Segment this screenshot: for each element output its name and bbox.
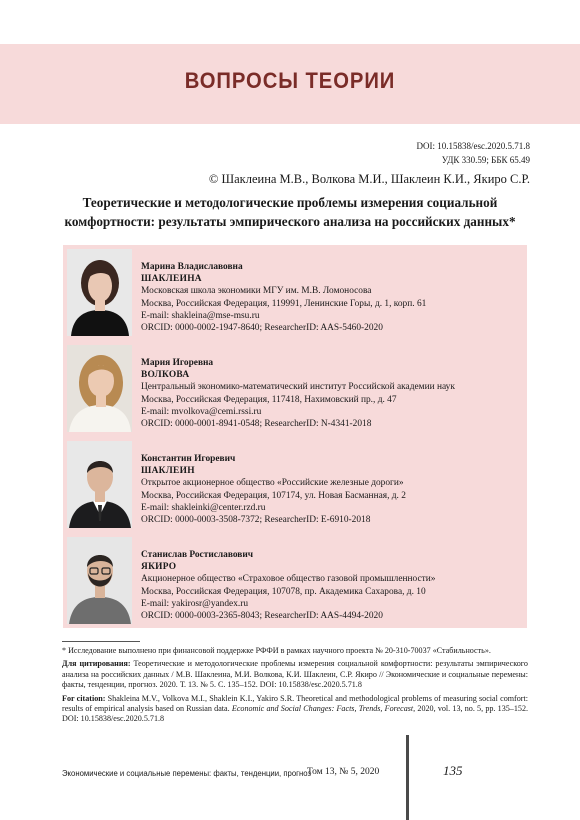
author-last-name: ШАКЛЕИН [141, 466, 195, 477]
citation-en-lead: For citation: [62, 693, 106, 703]
author-address: Москва, Российская Федерация, 107078, пр. Академика Сахарова, д. 10 [141, 586, 426, 597]
author-email: E-mail: shakleina@mse-msu.ru [141, 310, 260, 321]
article-title-line-2: комфортности: результаты эмпирического анализа на российских данных* [64, 214, 516, 229]
funding-note: * Исследование выполнено при финансовой поддержке РФФИ в рамках научного проекта № 20-310-70037 «Стабильность». [62, 646, 491, 655]
article-title [50, 193, 530, 231]
author-card-volkova [63, 341, 527, 436]
author-info [141, 453, 523, 526]
copyright: © Шаклеина М.В., Волкова М.И., Шаклеин К.И., Якиро С.Р. [208, 172, 530, 186]
citation-en [62, 694, 528, 725]
author-photo [67, 441, 132, 528]
citation-en-text-end: , 2020, vol. 13, no. 5, pp. 135–152. DOI: 10.15838/esc.2020.5.71.8 [62, 704, 529, 724]
author-ids: ORCID: 0000-0003-3508-7372; ResearcherID: E-6910-2018 [141, 515, 371, 526]
author-email: E-mail: shakleinki@center.rzd.ru [141, 502, 266, 513]
footer-volume: Том 13, № 5, 2020 [307, 767, 380, 777]
author-photo [67, 345, 132, 432]
citation-en-text: Shakleina M.V., Volkova M.I., Shaklein K.I., Yakiro S.R. Theoretical and methodological problems of measuring social comfort: results of empirical analysis based on Russian data. [62, 693, 528, 714]
author-info [141, 261, 523, 334]
author-address: Москва, Российская Федерация, 117418, Нахимовский пр., д. 47 [141, 394, 397, 405]
citation-en-journal: Economic and Social Changes: Facts, Trends, Forecast [231, 704, 414, 714]
author-ids: ORCID: 0000-0003-2365-8043; ResearcherID: AAS-4494-2020 [141, 611, 383, 622]
article-title-line-1: Теоретические и методологические проблемы измерения социальной [82, 195, 498, 210]
citation-ru [62, 659, 528, 690]
author-address: Москва, Российская Федерация, 107174, ул. Новая Басманная, д. 2 [141, 490, 406, 501]
citation-ru-text: Теоретические и методологические проблемы измерения социальной комфортности: результаты эмпирического анализа на российских данных / М.В. Шаклеина, М.И. Волкова, К.И. Шаклеин, С.Р. Якиро // Экономические и социальные перемены: факты, тенденции, прогноз. 2020. Т. 13. № 5. С. 135–152. DOI: 10.15838/esc.2020.5.71.8 [62, 659, 528, 690]
author-email: E-mail: yakirosr@yandex.ru [141, 598, 249, 609]
author-ids: ORCID: 0000-0002-1947-8640; ResearcherID: AAS-5460-2020 [141, 323, 383, 334]
author-card-shaklein-k [63, 437, 527, 532]
author-photo [67, 249, 132, 336]
author-address: Москва, Российская Федерация, 119991, Ленинские Горы, д. 1, корп. 61 [141, 298, 427, 309]
author-first-name: Марина Владиславовна [141, 262, 243, 272]
author-first-name: Мария Игоревна [141, 358, 214, 368]
doi: DOI: 10.15838/esc.2020.5.71.8 [416, 141, 530, 151]
udc: УДК 330.59; ББК 65.49 [441, 155, 530, 165]
author-ids: ORCID: 0000-0001-8941-0548; ResearcherID: N-4341-2018 [141, 419, 372, 430]
authors-box [63, 245, 527, 628]
portrait-image [67, 537, 132, 624]
author-last-name: ВОЛКОВА [141, 370, 190, 381]
author-first-name: Станислав Ростиславович [141, 550, 254, 560]
footnote-divider [62, 641, 140, 642]
author-last-name: ШАКЛЕИНА [141, 274, 202, 285]
page-number: 135 [443, 763, 463, 778]
author-card-shakleina-m [63, 245, 527, 340]
portrait-image [67, 249, 132, 336]
author-info [141, 549, 523, 622]
author-organization: Акционерное общество «Страховое общество газовой промышленности» [141, 574, 436, 585]
author-card-yakiro [63, 533, 527, 628]
author-organization: Открытое акционерное общество «Российские железные дороги» [141, 478, 404, 489]
author-last-name: ЯКИРО [141, 562, 177, 573]
citation-ru-lead: Для цитирования: [62, 659, 131, 669]
footnotes [62, 646, 528, 728]
footer-divider [406, 735, 409, 820]
author-organization: Московская школа экономики МГУ им. М.В. Ломоносова [141, 286, 372, 297]
section-title: ВОПРОСЫ ТЕОРИИ [184, 68, 396, 93]
portrait-image [67, 441, 132, 528]
footer-journal: Экономические и социальные перемены: факты, тенденции, прогноз [62, 768, 312, 778]
author-info [141, 357, 523, 430]
author-photo [67, 537, 132, 624]
author-first-name: Константин Игоревич [141, 454, 236, 464]
author-email: E-mail: mvolkova@cemi.rssi.ru [141, 406, 262, 417]
portrait-image [67, 345, 132, 432]
author-organization: Центральный экономико-математический институт Российской академии наук [141, 382, 455, 393]
